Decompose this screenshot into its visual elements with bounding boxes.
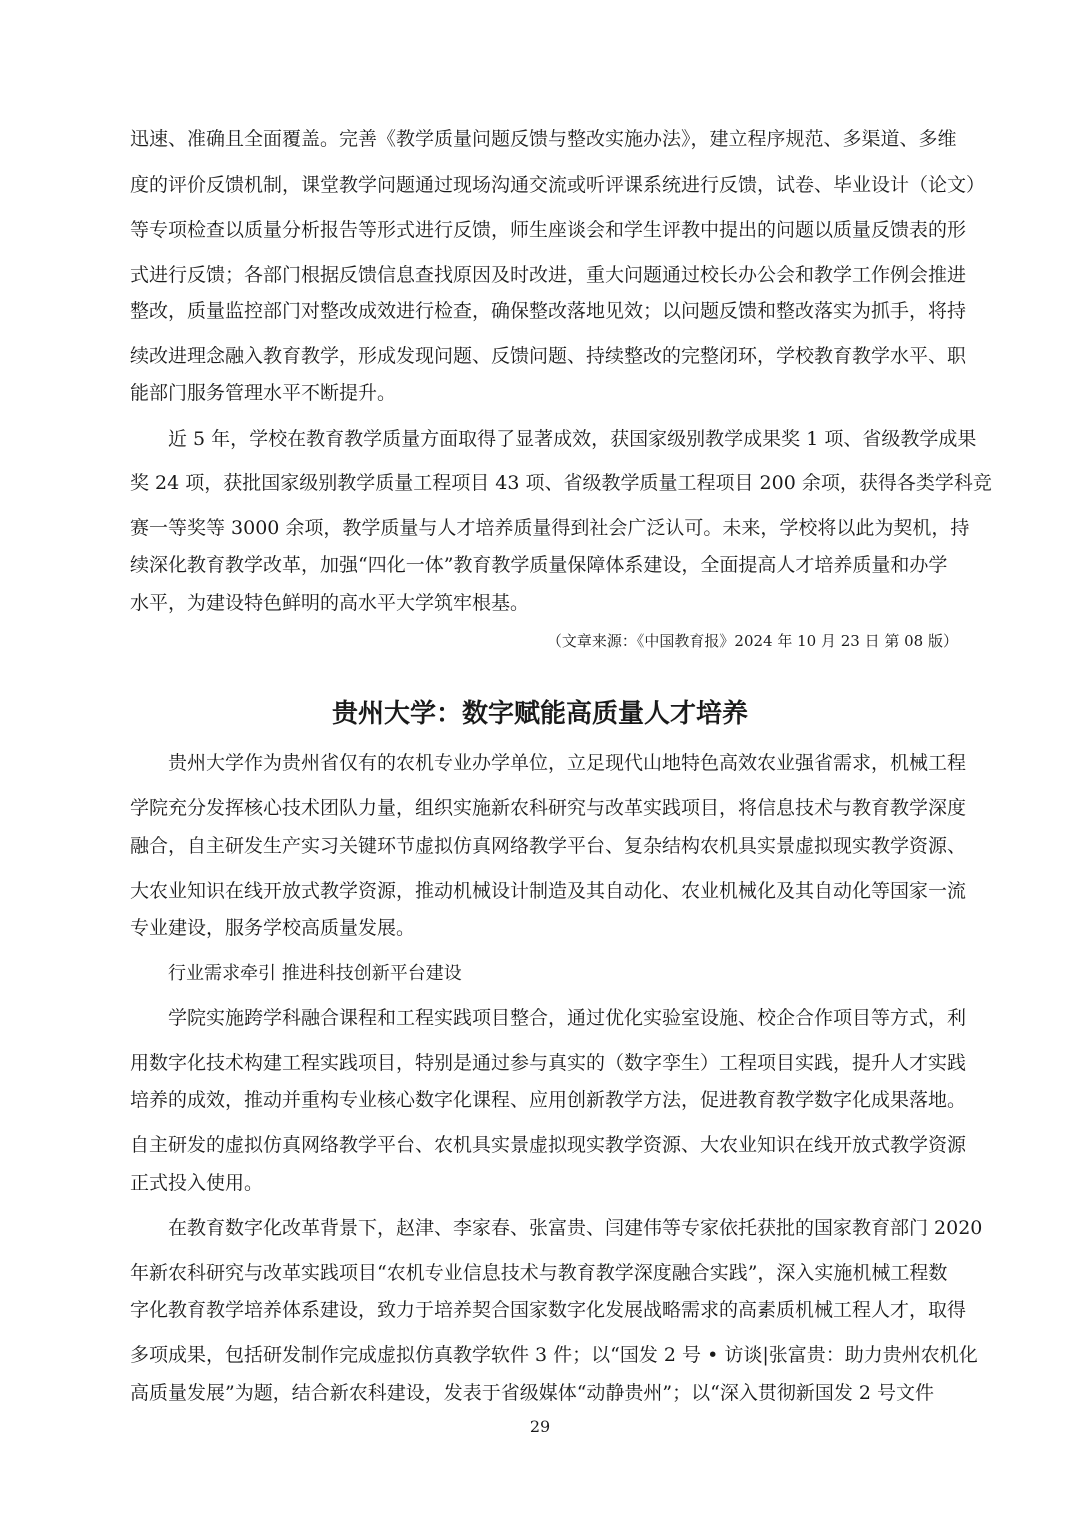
paragraph-3-line: 专业建设，服务学校高质量发展。: [130, 917, 416, 939]
paragraph-5-line: 多项成果，包括研发制作完成虚拟仿真教学软件 3 件；以“国发 2 号 • 访谈|张富贵：助力贵州农机化: [130, 1344, 978, 1366]
paragraph-2-line: 奖 24 项，获批国家级别教学质量工程项目 43 项、省级教学质量工程项目 200 余项，获得各类学科竞: [130, 472, 992, 494]
page-number: 29: [529, 1417, 551, 1436]
paragraph-2-line: 续深化教育教学改革，加强“四化一体”教育教学质量保障体系建设，全面提高人才培养质量和办学: [130, 554, 948, 576]
paragraph-1-line: 续改进理念融入教育教学，形成发现问题、反馈问题、持续整改的完整闭环，学校教育教学水平、职: [130, 345, 967, 367]
paragraph-1-line: 度的评价反馈机制，课堂教学问题通过现场沟通交流或听评课系统进行反馈，试卷、毕业设计（论文）: [130, 174, 986, 196]
paragraph-4-line: 培养的成效，推动并重构专业核心数字化课程、应用创新教学方法，促进教育教学数字化成果落地。: [130, 1089, 967, 1111]
paragraph-4-line: 学院实施跨学科融合课程和工程实践项目整合，通过优化实验室设施、校企合作项目等方式，利: [168, 1007, 967, 1029]
paragraph-3-line: 学院充分发挥核心技术团队力量，组织实施新农科研究与改革实践项目，将信息技术与教育教学深度: [130, 797, 967, 819]
paragraph-4-line: 正式投入使用。: [130, 1172, 264, 1194]
article-source: （文章来源：《中国教育报》2024 年 10 月 23 日 第 08 版）: [546, 632, 958, 650]
paragraph-5-line: 在教育数字化改革背景下，赵津、李家春、张富贵、闫建伟等专家依托获批的国家教育部门 2020: [168, 1217, 983, 1239]
paragraph-2-line: 水平，为建设特色鲜明的高水平大学筑牢根基。: [130, 592, 530, 614]
paragraph-1-line: 式进行反馈；各部门根据反馈信息查找原因及时改进，重大问题通过校长办公会和教学工作例会推进: [130, 264, 967, 286]
article-title: 贵州大学：数字赋能高质量人才培养: [331, 699, 748, 729]
paragraph-5-line: 高质量发展”为题，结合新农科建设，发表于省级媒体“动静贵州”；以“深入贯彻新国发 2 号文件: [130, 1382, 935, 1404]
paragraph-5-line: 字化教育教学培养体系建设，致力于培养契合国家数字化发展战略需求的高素质机械工程人才，取得: [130, 1299, 967, 1321]
paragraph-3-line: 贵州大学作为贵州省仅有的农机专业办学单位，立足现代山地特色高效农业强省需求，机械工程: [168, 752, 967, 774]
paragraph-5-line: 年新农科研究与改革实践项目“农机专业信息技术与教育教学深度融合实践”，深入实施机械工程数: [130, 1262, 948, 1284]
paragraph-2-line: 近 5 年，学校在教育教学质量方面取得了显著成效，获国家级别教学成果奖 1 项、省级教学成果: [168, 428, 977, 450]
paragraph-2-line: 赛一等奖等 3000 余项，教学质量与人才培养质量得到社会广泛认可。未来，学校将以此为契机，持: [130, 517, 970, 539]
paragraph-1-line: 迅速、准确且全面覆盖。完善《教学质量问题反馈与整改实施办法》，建立程序规范、多渠道、多维: [130, 128, 957, 150]
paragraph-4-line: 自主研发的虚拟仿真网络教学平台、农机具实景虚拟现实教学资源、大农业知识在线开放式教学资源: [130, 1134, 967, 1156]
paragraph-3-line: 融合，自主研发生产实习关键环节虚拟仿真网络教学平台、复杂结构农机具实景虚拟现实教学资源、: [130, 835, 967, 857]
paragraph-1-line: 等专项检查以质量分析报告等形式进行反馈，师生座谈会和学生评教中提出的问题以质量反馈表的形: [130, 219, 967, 241]
paragraph-3-line: 大农业知识在线开放式教学资源，推动机械设计制造及其自动化、农业机械化及其自动化等国家一流: [130, 880, 967, 902]
paragraph-4-line: 用数字化技术构建工程实践项目，特别是通过参与真实的（数字孪生）工程项目实践，提升人才实践: [130, 1052, 967, 1074]
paragraph-1-line: 能部门服务管理水平不断提升。: [130, 382, 397, 404]
paragraph-1-line: 整改，质量监控部门对整改成效进行检查，确保整改落地见效；以问题反馈和整改落实为抓手，将持: [130, 300, 967, 322]
section-subheading: 行业需求牵引 推进科技创新平台建设: [168, 963, 462, 984]
